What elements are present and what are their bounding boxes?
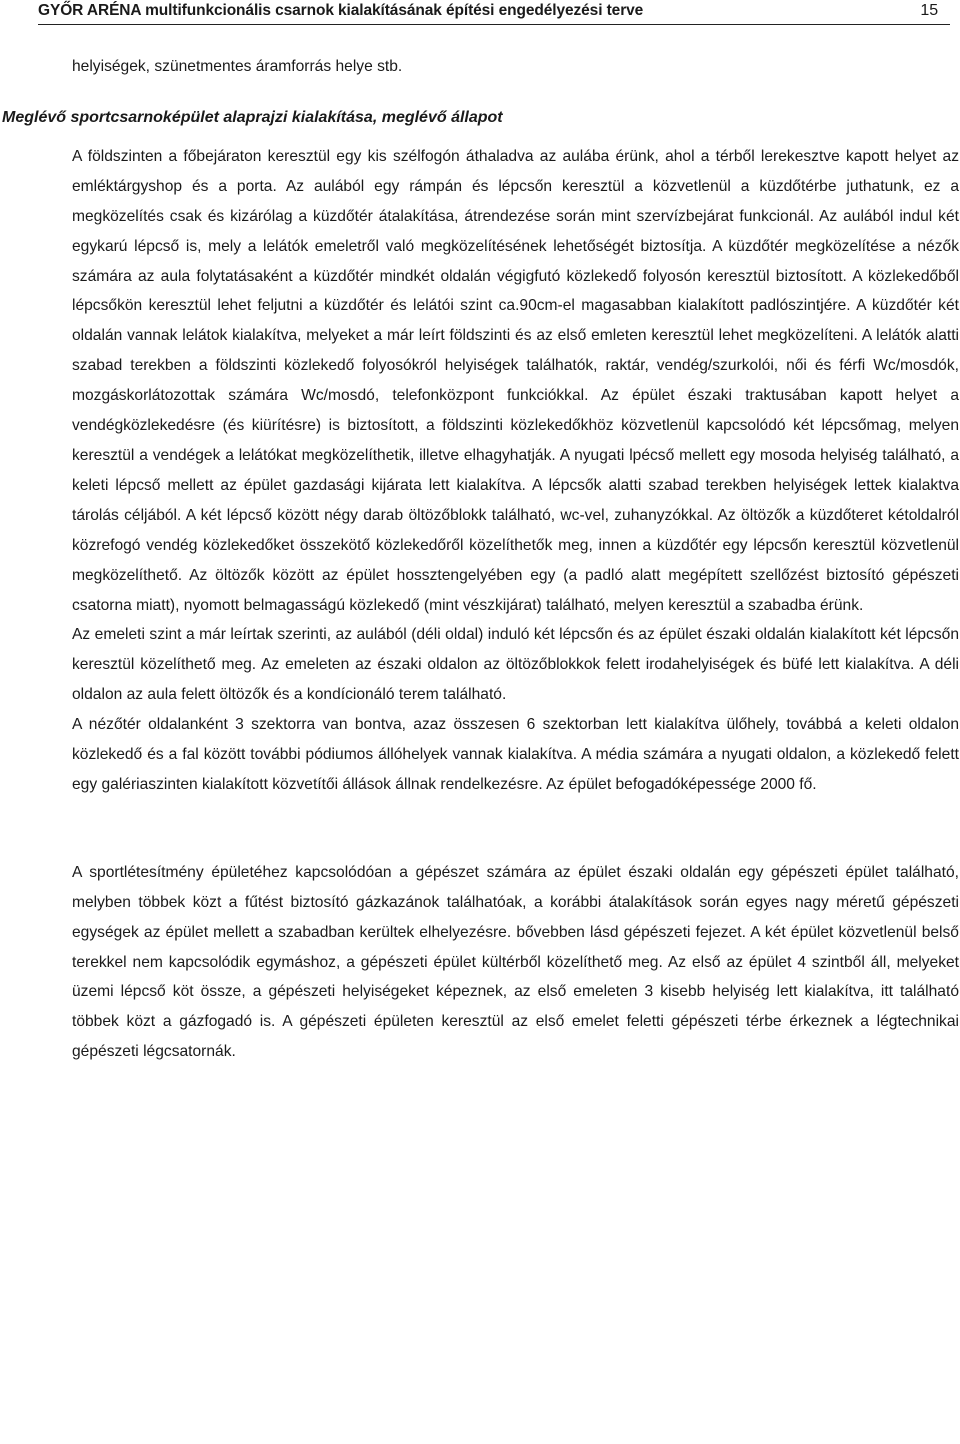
page-header — [38, 0, 950, 25]
document-body — [72, 52, 959, 1067]
page-number: 15 — [920, 2, 938, 19]
paragraph-upper-floor: Az emeleti szint a már leírtak szerinti, az aulából (déli oldal) induló két lépcsőn és az épület északi oldalán kialakított két lépcsőn keresztül közelíthető meg. Az emeleten az északi oldalon az öltözőblokkok felett irodahelyiségek és büfé lett kialakítva. A déli oldalon az aula felett öltözők és a kondícionáló terem található. — [72, 626, 959, 704]
paragraph-ground-floor: A földszinten a főbejáraton keresztül egy kis szélfogón áthaladva az aulába érünk, ahol a térből lerekesztve kapott helyet az emléktárgyshop és a porta. Az aulából egy rámpán és lépcsőn keresztül a közvetlenül a küzdőtérbe juthatunk, ez a megközelítés csak és kizárólag a küzdőtér átalakítása, átrendezése során mint szervízbejárat funkcionál. Az aulából indul két egykarú lépcső is, mely a lelátók emeletről való megközelítésének lehetőségét biztosítja. A küzdőtér megközelítése a nézők számára az aula folytatásaként a küzdőtér mindkét oldalán végigfutó közlekedő folyosón keresztül biztosított. A közlekedőből lépcsőkön keresztül lehet feljutni a küzdőtér és lelátói szint ca.90cm-el magasabban kialakított padlószintjére. A küzdőtér két oldalán vannak lelátok kialakítva, melyeket a már leírt földszinti és az első emleten keresztül lehet megközelíteni. A lelátók alatti szabad terekben a földszinti közlekedő folyosókról helyiségek találhatók, raktár, vendég/szurkolói, női és férfi Wc/mosdók, mozgáskorlátozottak számára Wc/mosdó, telefonközpont funkciókkal. Az épület északi traktusában kapott helyet a vendégközlekedésre (és kiürítésre) is biztosított, a földszinti közlekedőkhöz közvetlenül kapcsolódó két lépcsőmag, melyen keresztül a vendégek a lelátókat megközelíthetik, illetve elhagyhatják. A nyugati lpécső mellett egy mosoda helyiség található, a keleti lépcső mellett az épület gazdasági kijárata lett kialakítva. A lépcsők alatti szabad terekben helyiségek lettek kialaktva tárolás céljából. A két lépcső között négy darab öltözőblokk található, wc-vel, zuhanyzókkal. Az öltözők a küzdőteret kétoldalról közrefogó vendég közlekedőket összekötő közlekedőről közelíthetők meg, innen a küzdőtér egy lépcsőn keresztül közvetlenül megközelíthető. Az öltözők között az épület hossztengelyében egy (a padló alatt megépített szellőzést biztosító gépészeti csatorna miatt), nyomott belmagasságú közlekedő (mint vészkijárat) található, melyen keresztül a szabadba érünk. — [72, 147, 959, 614]
paragraph-mechanical-building: A sportlétesítmény épületéhez kapcsolódóan a gépészet számára az épület északi oldalán egy gépészeti épület található, melyben többek közt a fűtést biztosító gázkazánok találhatóak, a korábbi átalakítások során egyes nagy méretű gépészeti egységek az épület mellett a szabadban kerültek elhelyezésre. bővebben lásd gépészeti fejezet. A két épület közvetlenül belső terekkel nem kapcsolódik egymáshoz, a gépészeti épület kültérből közelíthető meg. Az első az épület 4 szintből áll, melyeket üzemi lépcső köt össze, a gépészeti helyiségeket képeznek, az első emeleten 3 kisebb helyiség lett kialakítva, itt található többek közt a gázfogadó is. A gépészeti épületen keresztül az első emelet feletti gépészeti térbe érkeznek a légtechnikai gépészeti légcsatornák. — [72, 863, 959, 1061]
section-heading: Meglévő sportcsarnoképület alaprajzi kialakítása, meglévő állapot — [2, 109, 503, 126]
document-title: GYŐR ARÉNA multifunkcionális csarnok kialakításának építési engedélyezési terve — [38, 2, 644, 19]
intro-line: helyiségek, szünetmentes áramforrás helye stb. — [72, 58, 403, 75]
paragraph-spectator-area: A nézőtér oldalanként 3 szektorra van bontva, azaz összesen 6 szektorban lett kialakítva ülőhely, továbbá a keleti oldalon közlekedő és a fal között további pódiumos állóhelyek vannak kialakítva. A média számára a nyugati oldalon, a közlekedő felett egy galériaszinten kialakított közvetítői állások állnak rendelkezésre. Az épület befogadóképessége 2000 fő. — [72, 716, 959, 793]
